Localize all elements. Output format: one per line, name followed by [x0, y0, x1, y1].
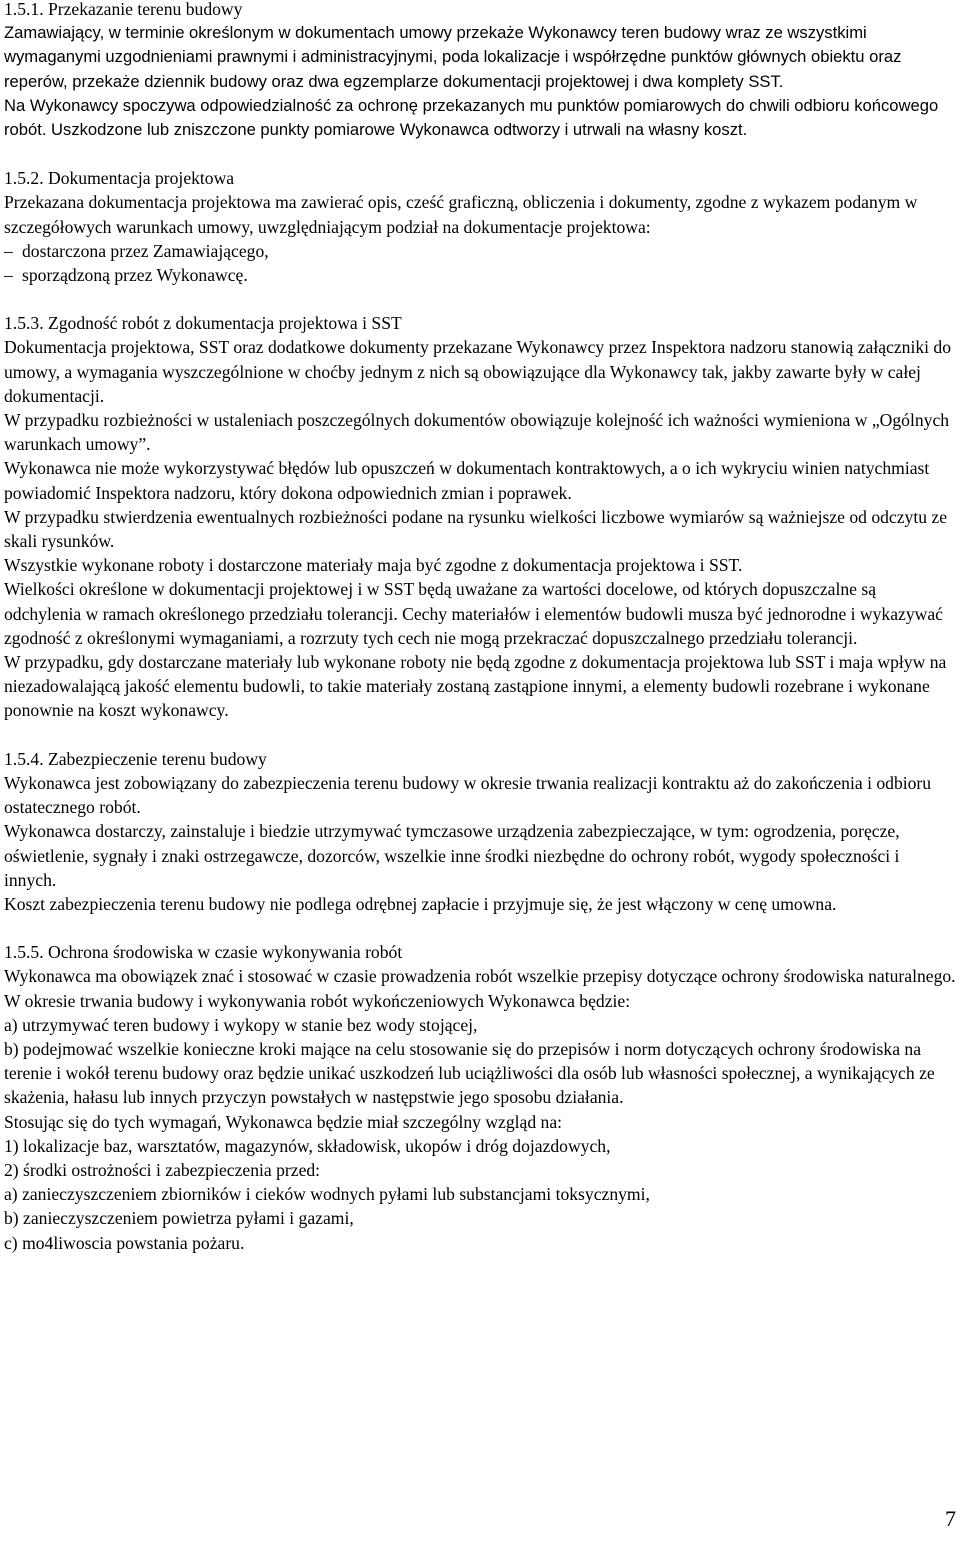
paragraph: Stosując się do tych wymagań, Wykonawca będzie miał szczególny wzgląd na:: [4, 1111, 563, 1132]
section-1-5-4: [4, 747, 956, 916]
list-item-text: dostarczona przez Zamawiającego,: [22, 240, 269, 261]
section-1-5-2: [4, 166, 956, 287]
paragraph: Wykonawca dostarczy, zainstaluje i biedzie utrzymywać tymczasowe urządzenia zabezpieczające, w tym: ogrodzenia, poręcze, oświetlenie, sygnały i znaki ostrzegawcze, dozorców, wszelkie inne środki niezbędne do ochrony robót, wygody społeczności i innych.: [4, 821, 900, 890]
paragraph: W przypadku stwierdzenia ewentualnych rozbieżności podane na rysunku wielkości liczbowe wymiarów są ważniejsze od odczytu ze skali rysunków.: [4, 506, 948, 552]
paragraph: a) zanieczyszczeniem zbiorników i cieków wodnych pyłami lub substancjami toksycznymi,: [4, 1184, 650, 1205]
paragraph: 2) środki ostrożności i zabezpieczenia przed:: [4, 1159, 321, 1180]
section-1-5-1: [4, 0, 956, 142]
paragraph: b) zanieczyszczeniem powietrza pyłami i gazami,: [4, 1208, 354, 1229]
section-heading: 1.5.1. Przekazanie terenu budowy: [4, 0, 243, 19]
paragraph: Zamawiający, w terminie określonym w dokumentach umowy przekaże Wykonawcy teren budowy wraz ze wszystkimi wymaganymi uzgodnieniami prawnymi i administracyjnymi, poda lokalizacje i współrzędne punktów głównych obiektu oraz reperów, przekaże dziennik budowy oraz dwa egzemplarze dokumentacji projektowej i dwa komplety SST.: [4, 23, 902, 91]
paragraph: Wykonawca nie może wykorzystywać błędów lub opuszczeń w dokumentach kontraktowych, a o ich wykryciu winien natychmiast powiadomić Inspektora nadzoru, który dokona odpowiednich zmian i poprawek.: [4, 458, 930, 503]
dash-bullet: –: [4, 265, 13, 286]
paragraph: c) mo4liwoscia powstania pożaru.: [4, 1232, 245, 1253]
paragraph: Dokumentacja projektowa, SST oraz dodatkowe dokumenty przekazane Wykonawcy przez Inspektora nadzoru stanowią załączniki do umowy, a wymagania wyszczególnione w choćby jednym z nich są obowiązujące dla Wykonawcy tak, jakby zawarte były w całej dokumentacji.: [4, 337, 952, 406]
paragraph: 1) lokalizacje baz, warsztatów, magazynów, składowisk, ukopów i dróg dojazdowych,: [4, 1135, 611, 1156]
list-item: [4, 263, 956, 287]
paragraph: a) utrzymywać teren budowy i wykopy w stanie bez wody stojącej,: [4, 1014, 478, 1035]
list-item: [4, 239, 956, 263]
paragraph: Wykonawca ma obowiązek znać i stosować w czasie prowadzenia robót wszelkie przepisy dotyczące ochrony środowiska naturalnego. W okresie trwania budowy i wykonywania robót wykończeniowych Wykonawca będzie:: [4, 966, 956, 1011]
paragraph: Wykonawca jest zobowiązany do zabezpieczenia terenu budowy w okresie trwania realizacji kontraktu aż do zakończenia i odbioru ostatecznego robót.: [4, 772, 932, 818]
document-page: [4, 0, 956, 1279]
dash-bullet: –: [4, 240, 13, 261]
page-number: 7: [945, 1506, 956, 1531]
paragraph: W przypadku rozbieżności w ustaleniach poszczególnych dokumentów obowiązuje kolejność ich ważności wymieniona w „Ogólnych warunkach umowy”.: [4, 410, 950, 455]
section-heading: 1.5.2. Dokumentacja projektowa: [4, 168, 235, 189]
section-1-5-3: [4, 311, 956, 722]
paragraph: Wszystkie wykonane roboty i dostarczone materiały maja być zgodne z dokumentacja projektowa i SST.: [4, 555, 743, 576]
section-heading: 1.5.3. Zgodność robót z dokumentacja projektowa i SST: [4, 313, 402, 334]
paragraph: Koszt zabezpieczenia terenu budowy nie podlega odrębnej zapłacie i przyjmuje się, że jest włączony w cenę umowna.: [4, 893, 837, 914]
paragraph: Wielkości określone w dokumentacji projektowej i w SST będą uważane za wartości docelowe, od których dopuszczalne są odchylenia w ramach określonego przedziału tolerancji. Cechy materiałów i elementów budowli musza być jednorodne i wykazywać zgodność z określonymi wymaganiami, a rozrzuty tych cech nie mogą przekraczać dopuszczalnego przedziału tolerancji.: [4, 579, 943, 648]
section-1-5-5: [4, 940, 956, 1255]
section-heading: 1.5.4. Zabezpieczenie terenu budowy: [4, 748, 267, 769]
paragraph: Przekazana dokumentacja projektowa ma zawierać opis, cześć graficzną, obliczenia i dokumenty, zgodne z wykazem podanym w szczegółowych warunkach umowy, uwzględniającym podział na dokumentacje projektowa:: [4, 192, 918, 237]
paragraph: W przypadku, gdy dostarczane materiały lub wykonane roboty nie będą zgodne z dokumentacja projektowa lub SST i maja wpływ na niezadowalającą jakość elementu budowli, to takie materiały zostaną zastąpione innymi, a elementy budowli rozebrane i wykonane ponownie na koszt wykonawcy.: [4, 652, 947, 721]
list-item-text: sporządzoną przez Wykonawcę.: [22, 265, 248, 286]
section-heading: 1.5.5. Ochrona środowiska w czasie wykonywania robót: [4, 942, 403, 963]
paragraph: Na Wykonawcy spoczywa odpowiedzialność za ochronę przekazanych mu punktów pomiarowych do chwili odbioru końcowego robót. Uszkodzone lub zniszczone punkty pomiarowe Wykonawca odtworzy i utrwali na własny koszt.: [4, 95, 939, 140]
paragraph: b) podejmować wszelkie konieczne kroki mające na celu stosowanie się do przepisów i norm dotyczących ochrony środowiska na terenie i wokół terenu budowy oraz będzie unikać uszkodzeń lub uciążliwości dla osób lub własności społecznej, a wynikających ze skażenia, hałasu lub innych przyczyn powstałych w następstwie jego sposobu działania.: [4, 1038, 935, 1108]
